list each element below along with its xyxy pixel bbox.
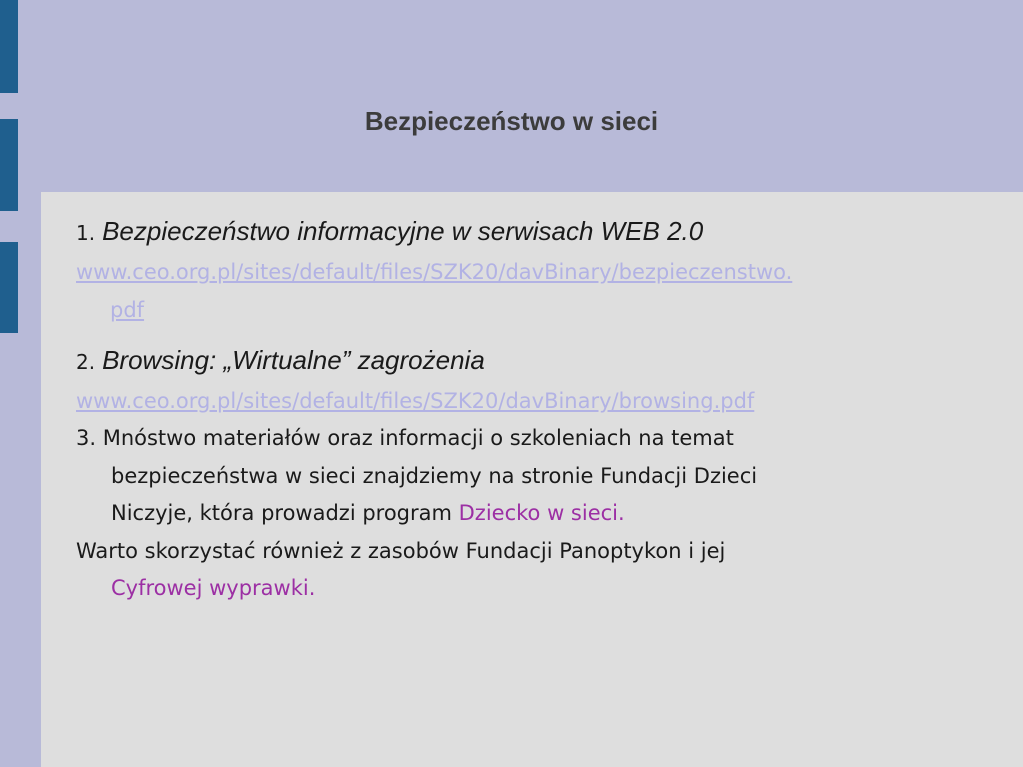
item-2-number: 2. [76, 350, 96, 374]
item-2-title: Browsing: „Wirtualne” zagrożenia [102, 345, 485, 375]
item-2-heading [76, 341, 976, 382]
item-1-link-line1: www.ceo.org.pl/sites/default/files/SZK20/davBinary/bezpieczenstwo. [76, 260, 793, 284]
side-decoration-bar [0, 242, 18, 333]
slide-title: Bezpieczeństwo w sieci [364, 106, 659, 136]
cyfrowa-wyprawka-link[interactable]: Cyfrowej wyprawki. [111, 576, 316, 600]
paragraph-4 [76, 533, 976, 608]
paragraph-4-line1: Warto skorzystać również z zasobów Fundacji Panoptykon i jej [76, 538, 726, 563]
paragraph-3-line3-text: Niczyje, która prowadzi program [111, 501, 459, 525]
item-2-link[interactable]: www.ceo.org.pl/sites/default/files/SZK20/davBinary/browsing.pdf [76, 389, 755, 413]
slide-content [76, 212, 976, 608]
paragraph-3-line2: bezpieczeństwa w sieci znajdziemy na stronie Fundacji Dzieci [111, 463, 758, 488]
item-1-heading [76, 212, 976, 253]
side-decoration-bar [0, 0, 18, 93]
paragraph-3 [76, 420, 976, 533]
item-1-link[interactable] [76, 253, 976, 329]
item-1-link-line2: pdf [110, 298, 145, 322]
paragraph-3-line3 [76, 495, 976, 533]
item-1-title: Bezpieczeństwo informacyjne w serwisach WEB 2.0 [102, 216, 704, 246]
paragraph-3-line1: 3. Mnóstwo materiałów oraz informacji o szkoleniach na temat [76, 426, 734, 450]
dziecko-w-sieci-link[interactable]: Dziecko w sieci. [458, 501, 625, 525]
spacer [76, 329, 976, 341]
item-1-number: 1. [76, 221, 96, 245]
